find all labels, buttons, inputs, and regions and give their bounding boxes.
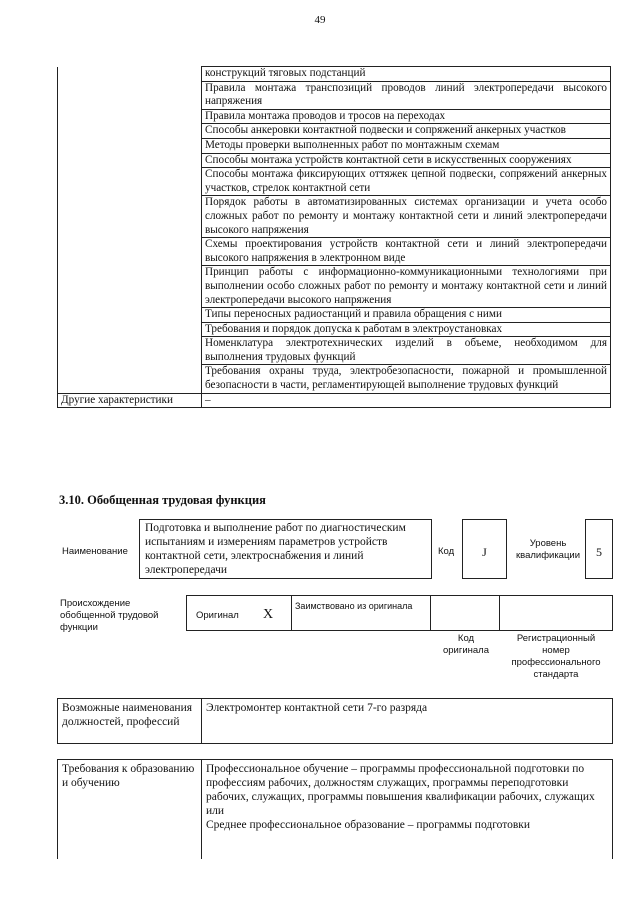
knowledge-row <box>58 196 611 238</box>
original-mark: X <box>263 607 274 622</box>
other-characteristics-row <box>58 393 611 408</box>
row-label-cell <box>58 365 202 393</box>
name-label: Наименование <box>62 546 128 557</box>
origin-label: Происхождение обобщенной трудовой функции <box>60 598 159 633</box>
knowledge-row <box>58 322 611 337</box>
code-label: Код <box>438 546 455 557</box>
row-label-cell <box>58 168 202 196</box>
education-line: Среднее профессиональное образование – программы подготовки <box>206 819 531 831</box>
knowledge-item: Способы монтажа фиксирующих оттяжек цепной подвески, сопряжений анкерных участков, стрелок контактной сети <box>202 168 611 196</box>
positions-value: Электромонтер контактной сети 7-го разряда <box>202 699 613 744</box>
knowledge-row <box>58 109 611 124</box>
positions-table <box>57 698 613 744</box>
row-label-cell <box>58 308 202 323</box>
knowledge-row <box>58 238 611 266</box>
education-line: или <box>206 805 225 817</box>
knowledge-row <box>58 81 611 109</box>
level-value: 5 <box>585 519 613 579</box>
knowledge-item: Методы проверки выполненных работ по монтажным схемам <box>202 138 611 153</box>
knowledge-item: Номенклатура электротехнических изделий в объеме, необходимом для выполнения трудовых функций <box>202 337 611 365</box>
knowledge-table <box>57 66 611 408</box>
knowledge-row <box>58 266 611 308</box>
knowledge-row <box>58 168 611 196</box>
education-label: Требования к образованию и обучению <box>58 760 202 860</box>
knowledge-item: Схемы проектирования устройств контактной сети и линий электропередачи высокого напряжения в электронном виде <box>202 238 611 266</box>
knowledge-item: Принцип работы с информационно-коммуникационными технологиями при выполнении особо сложных работ по ремонту и монтажу контактной сети и линий электропередачи высокого напряжения <box>202 266 611 308</box>
knowledge-item: Требования и порядок допуска к работам в электроустановках <box>202 322 611 337</box>
positions-label: Возможные наименования должностей, профессий <box>58 699 202 744</box>
education-table <box>57 759 613 859</box>
knowledge-item: Требования охраны труда, электробезопасности, пожарной и промышленной безопасности в части, регламентирующей выполнение трудовых функций <box>202 365 611 393</box>
knowledge-item: Способы анкеровки контактной подвески и сопряжений анкерных участков <box>202 124 611 139</box>
row-label-cell <box>58 337 202 365</box>
page-number: 49 <box>314 14 326 26</box>
knowledge-item: Типы переносных радиостанций и правила обращения с ними <box>202 308 611 323</box>
row-label-cell <box>58 238 202 266</box>
row-label-cell <box>58 109 202 124</box>
row-label-cell <box>58 196 202 238</box>
reg-number-label: Регистрационный номер профессионального стандарта <box>511 633 601 680</box>
row-label-cell <box>58 322 202 337</box>
row-label-cell <box>58 153 202 168</box>
knowledge-item: Способы монтажа устройств контактной сети в искусственных сооружениях <box>202 153 611 168</box>
knowledge-row <box>58 138 611 153</box>
knowledge-row <box>58 124 611 139</box>
knowledge-row <box>58 67 611 82</box>
knowledge-row <box>58 365 611 393</box>
knowledge-row <box>58 337 611 365</box>
education-value <box>202 760 613 860</box>
borrowed-label: Заимствовано из оригинала <box>295 601 413 611</box>
knowledge-row <box>58 153 611 168</box>
original-label: Оригинал <box>196 610 239 621</box>
row-label-cell <box>58 124 202 139</box>
other-characteristics-value: – <box>202 393 611 408</box>
knowledge-item: конструкций тяговых подстанций <box>202 67 611 82</box>
code-value: J <box>462 519 507 579</box>
other-characteristics-label: Другие характеристики <box>58 393 202 408</box>
knowledge-item: Правила монтажа транспозиций проводов линий электропередачи высокого напряжения <box>202 81 611 109</box>
knowledge-item: Правила монтажа проводов и тросов на переходах <box>202 109 611 124</box>
row-label-cell <box>58 266 202 308</box>
section-title: 3.10. Обобщенная трудовая функция <box>59 493 266 507</box>
knowledge-item: Порядок работы в автоматизированных системах организации и учета особо сложных работ по ремонту и монтажу контактной сети и линий электропередачи высокого напряжения <box>202 196 611 238</box>
row-label-cell <box>58 67 202 82</box>
row-label-cell <box>58 81 202 109</box>
row-label-cell <box>58 138 202 153</box>
knowledge-row <box>58 308 611 323</box>
education-line: Профессиональное обучение – программы профессиональной подготовки по профессиям рабочих, должностям служащих, программы переподготовки рабочих, служащих, программы повышения квалификации рабочих, служащих <box>206 763 595 803</box>
code-original-label: Код оригинала <box>442 633 489 656</box>
function-name: Подготовка и выполнение работ по диагностическим испытаниям и измерениям параметров устройств контактной сети, электроснабжения и линий электропередачи <box>139 519 432 579</box>
level-label: Уровень квалификации <box>515 538 581 561</box>
